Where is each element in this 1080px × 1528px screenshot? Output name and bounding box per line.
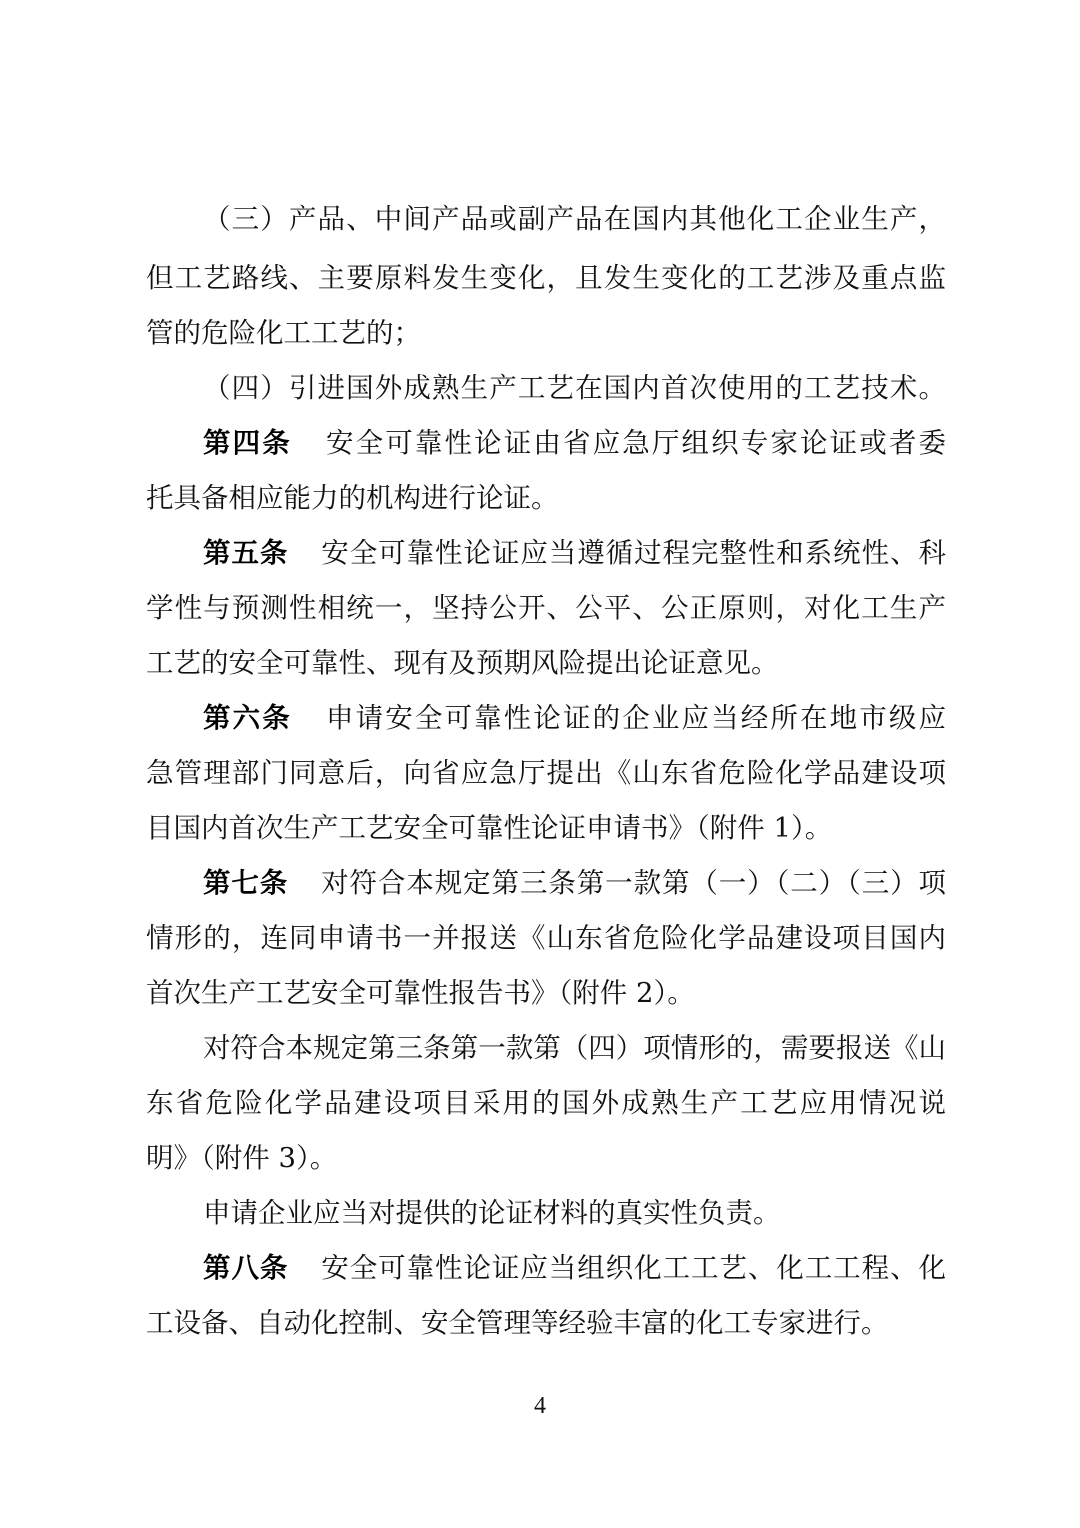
text-line-content: 安全可靠性论证应当遵循过程完整性和系统性、科 (320, 537, 946, 569)
text-line-content: 学性与预测性相统一，坚持公开、公平、公正原则，对化工生产 (146, 592, 946, 624)
article-heading: 第六条 (203, 702, 292, 734)
text-line (203, 1028, 946, 1068)
text-line (203, 199, 946, 239)
text-line (146, 973, 946, 1013)
text-line (146, 588, 946, 628)
text-line (146, 1083, 946, 1123)
text-line-content: 首次生产工艺安全可靠性报告书》（附件 2）。 (146, 977, 695, 1009)
article-heading: 第七条 (203, 867, 289, 899)
article-heading: 第八条 (203, 1252, 289, 1284)
article-line (203, 1248, 946, 1288)
text-line-content: 目国内首次生产工艺安全可靠性论证申请书》（附件 1）。 (146, 812, 833, 844)
text-line-content: 对符合本规定第三条第一款第（四）项情形的，需要报送《山 (203, 1032, 946, 1064)
text-line (146, 313, 946, 353)
text-line (146, 808, 946, 848)
text-line (146, 918, 946, 958)
text-line-content: 明》（附件 3）。 (146, 1142, 338, 1174)
article-heading: 第四条 (203, 427, 292, 459)
text-line-content: （三）产品、中间产品或副产品在国内其他化工企业生产， (203, 203, 946, 235)
text-line-content: 急管理部门同意后，向省应急厅提出《山东省危险化学品建设项 (146, 757, 946, 789)
article-line (203, 423, 946, 463)
text-line (146, 753, 946, 793)
text-line-content: 情形的，连同申请书一并报送《山东省危险化学品建设项目国内 (146, 922, 946, 954)
text-line (146, 1138, 946, 1178)
text-line-content: 管的危险化工工艺的； (146, 317, 421, 349)
text-line (146, 1303, 946, 1343)
text-line-content: 工艺的安全可靠性、现有及预期风险提出论证意见。 (146, 647, 779, 679)
text-line-content: 托具备相应能力的机构进行论证。 (146, 482, 559, 514)
text-line-content: 安全可靠性论证应当组织化工工艺、化工工程、化 (320, 1252, 946, 1284)
article-line (203, 533, 946, 573)
text-line-content: 申请企业应当对提供的论证材料的真实性负责。 (203, 1197, 781, 1229)
text-line-content: 对符合本规定第三条第一款第（一）（二）（三）项 (320, 867, 946, 899)
text-line (203, 368, 946, 408)
text-line (203, 1193, 946, 1233)
text-line (146, 478, 946, 518)
article-heading: 第五条 (203, 537, 289, 569)
article-line (203, 698, 946, 738)
text-line-content: （四）引进国外成熟生产工艺在国内首次使用的工艺技术。 (203, 372, 946, 404)
text-line-content: 申请安全可靠性论证的企业应当经所在地市级应 (323, 702, 946, 734)
text-line-content: 安全可靠性论证由省应急厅组织专家论证或者委 (323, 427, 946, 459)
text-line-content: 工设备、自动化控制、安全管理等经验丰富的化工专家进行。 (146, 1307, 889, 1339)
page-number: 4 (534, 1393, 546, 1419)
text-line (146, 643, 946, 683)
text-line (146, 258, 946, 298)
article-line (203, 863, 946, 903)
text-line-content: 但工艺路线、主要原料发生变化，且发生变化的工艺涉及重点监 (146, 262, 946, 294)
text-line-content: 东省危险化学品建设项目采用的国外成熟生产工艺应用情况说 (146, 1087, 946, 1119)
